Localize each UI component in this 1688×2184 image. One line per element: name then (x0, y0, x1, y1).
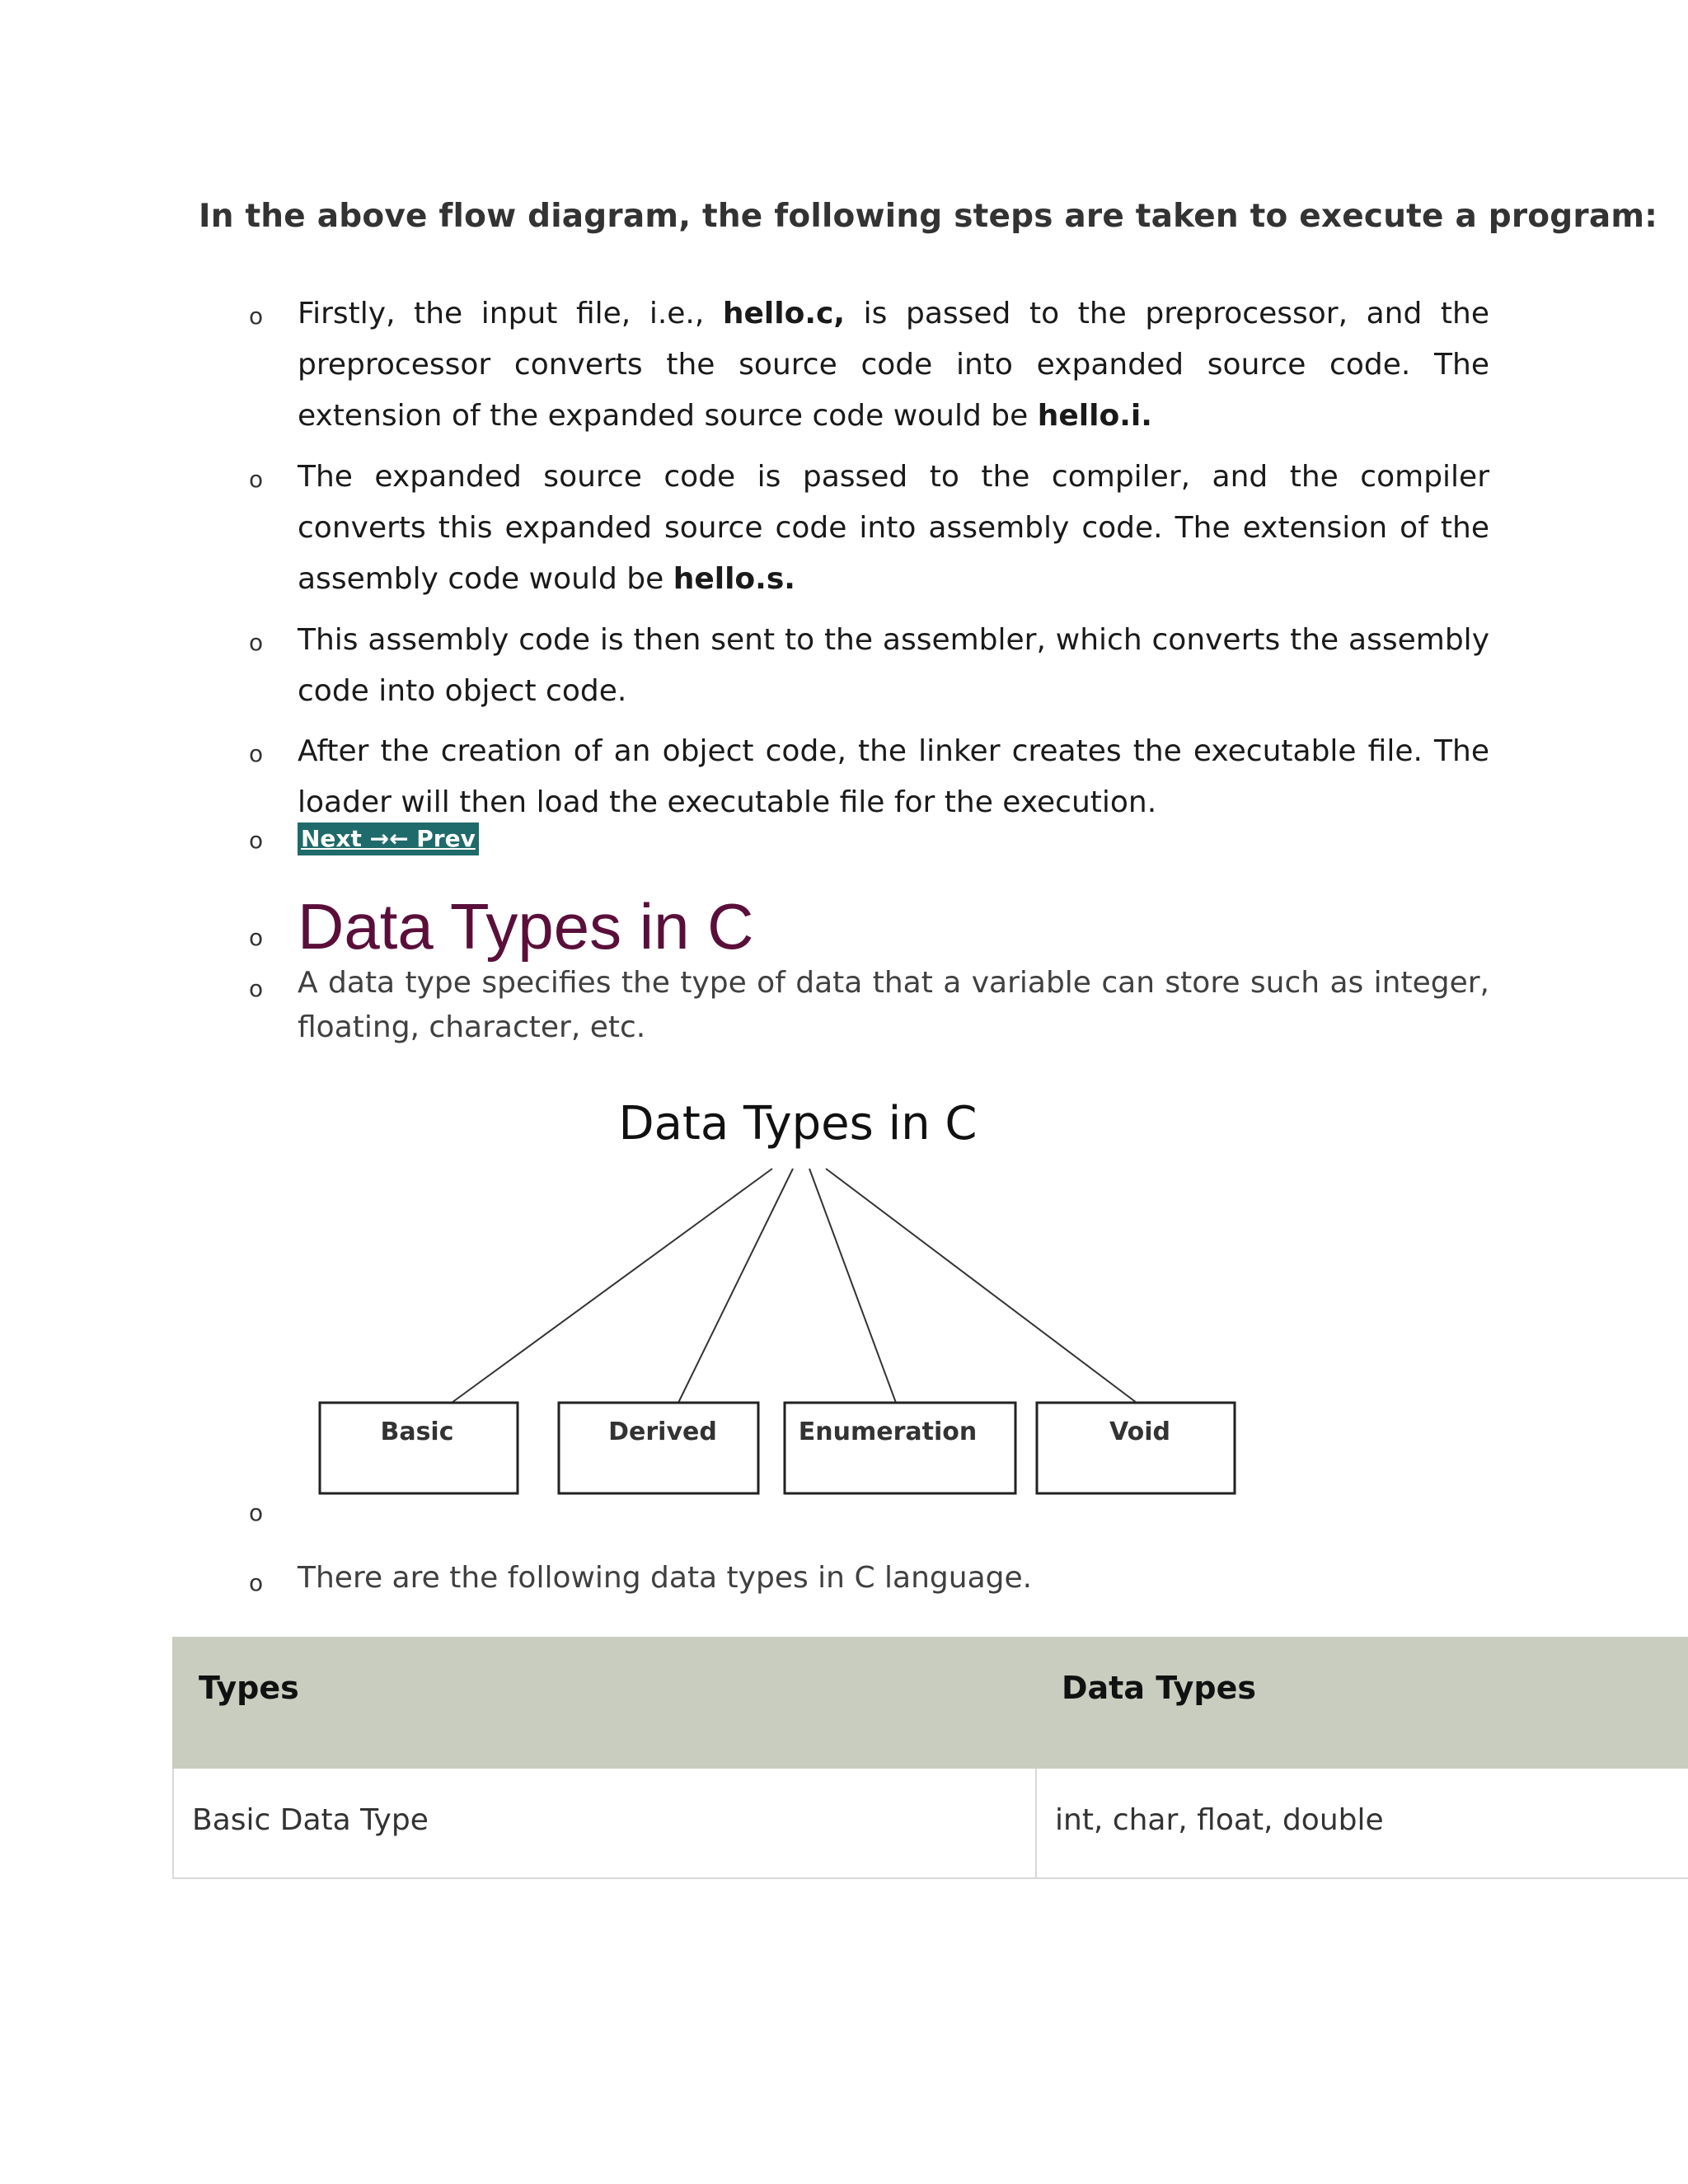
following-text: There are the following data types in C language. (298, 1561, 1033, 1595)
diagram-box-void (1037, 1403, 1235, 1493)
bullet (249, 635, 265, 651)
data-types-table (172, 1637, 1688, 1879)
bullet (249, 1575, 265, 1591)
table-cell: int, char, float, double (1055, 1803, 1384, 1837)
diagram-label-enumeration: Enumeration (798, 1418, 978, 1446)
data-types-diagram (313, 1080, 1245, 1508)
diagram-title: Data Types in C (618, 1097, 978, 1151)
column-header-data-types: Data Types (1062, 1670, 1256, 1706)
diagram-label-derived: Derived (608, 1418, 717, 1446)
step-4-text: After the creation of an object code, the linker creates the executable file. The loader will then load the executable file for the execution. (298, 734, 1489, 819)
diagram-box-derived (559, 1403, 758, 1493)
section-heading: In the above flow diagram, the following steps are taken to execute a program: (199, 198, 1658, 235)
bullet (249, 308, 265, 325)
diagram-connector (826, 1169, 1137, 1403)
step-2-text: The expanded source code is passed to the compiler, and the compiler converts this expanded source code into assembly code. The extension of the assembly code would be hello.s. (298, 460, 1489, 596)
table-cell: Basic Data Type (174, 1769, 1037, 1877)
diagram-label-void: Void (1109, 1418, 1170, 1446)
diagram-connector (678, 1169, 793, 1403)
next-prev-link[interactable]: Next →← Prev (298, 823, 479, 855)
diagram-box-basic (320, 1403, 518, 1493)
step-1-text: Firstly, the input file, i.e., hello.c, is passed to the preprocessor, and the preprocessor converts the source code into expanded source code. The extension of the expanded source code would be hello.i. (298, 297, 1489, 433)
diagram-label-basic: Basic (380, 1418, 454, 1446)
bullet (249, 471, 265, 488)
column-header-types: Types (199, 1670, 299, 1706)
page-title: Data Types in C (298, 890, 754, 963)
table-row (172, 1769, 1688, 1879)
diagram-connector (809, 1169, 896, 1403)
bullet (249, 930, 265, 946)
intro-text: A data type specifies the type of data that a variable can store such as integer, floating, character, etc. (298, 966, 1489, 1044)
diagram-box-enumeration (785, 1403, 1015, 1493)
step-3-text: This assembly code is then sent to the assembler, which converts the assembly code into object code. (298, 623, 1489, 708)
bullet (249, 981, 265, 997)
bullet (249, 746, 265, 762)
table-header (172, 1637, 1688, 1769)
bullet (249, 832, 265, 849)
bullet (249, 1505, 265, 1521)
diagram-connector (452, 1169, 772, 1403)
